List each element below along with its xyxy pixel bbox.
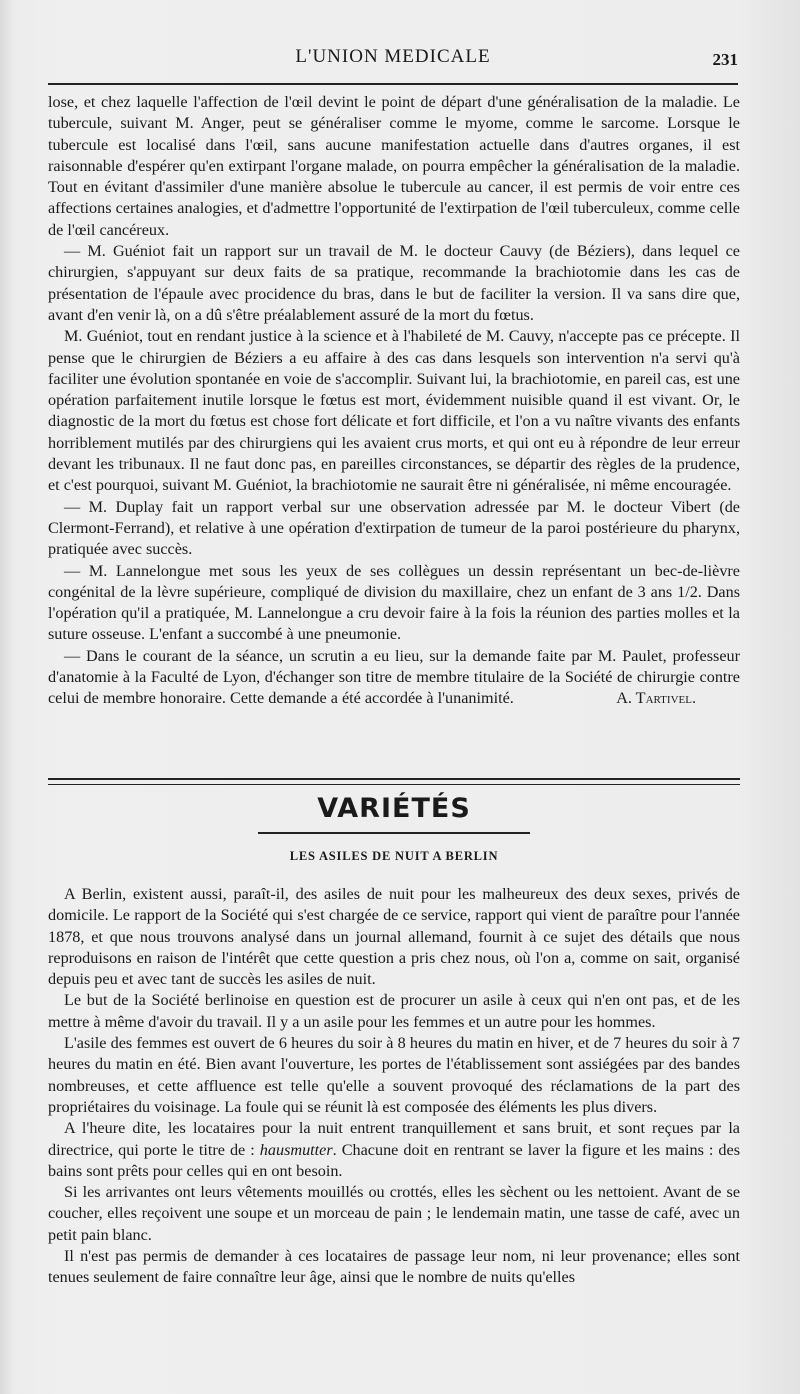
- report-paragraph: M. Guéniot, tout en rendant justice à la science et à l'habileté de M. Cauvy, n'accepte pas ce précepte. Il pense que le chirurgien de Béziers a eu affaire à des cas dans lesquels son intervention n'a servi qu'à faciliter une évolution spontanée en voie de s'accomplir. Suivant lui, la brachiotomie, en pareil cas, est une opération parfaitement inutile lorsque le fœtus est mort, évidemment nuisible quand il est vivant. Or, le diagnostic de la mort du fœtus est chose fort délicate et fort difficile, et l'on a vu naître vivants des enfants horriblement mutilés par des chirurgiens qui les avaient crus morts, et qui ont eu à répondre de leur erreur devant les tribunaux. Il ne faut donc pas, en pareilles circonstances, se départir des règles de la prudence, et c'est pourquoi, suivant M. Guéniot, la brachiotomie ne saurait être ni généralisée, ni même encouragée.: [48, 327, 740, 495]
- report-paragraph: — M. Lannelongue met sous les yeux de ses collègues un dessin représentant un bec-de-lièvre congénital de la lèvre supérieure, compliqué de division du maxillaire, chez un enfant de 3 ans 1/2. Dans l'opération qu'il a pratiquée, M. Lannelongue a cru devoir faire à la fois la réunion des parties molles et la suture osseuse. L'enfant a succombé à une pneumonie.: [48, 561, 740, 644]
- page-number: 231: [712, 50, 738, 69]
- italic-term: hausmutter: [259, 1140, 333, 1159]
- header-rule: [48, 83, 738, 85]
- section-title-underline: [258, 832, 530, 834]
- article-text: A l'heure dite, les locataires pour la nuit entrent tranquillement et sans bruit, et sont reçues par la directrice, qui porte le titre de :: [48, 1119, 740, 1159]
- author-signature: A. Tartivel.: [616, 689, 696, 708]
- section-title: VARIÉTÉS: [317, 793, 471, 824]
- article-paragraph: Il n'est pas permis de demander à ces locataires de passage leur nom, ni leur provenance; elles sont tenues seulement de faire connaître leur âge, ainsi que le nombre de nuits qu'elles: [48, 1247, 740, 1287]
- page-header: [48, 44, 738, 80]
- running-title: L'UNION MEDICALE: [295, 46, 491, 67]
- article-body: [48, 884, 740, 1289]
- report-paragraph-last: [48, 646, 740, 710]
- article-title: LES ASILES DE NUIT A BERLIN: [289, 849, 499, 863]
- article-paragraph-with-italic: [48, 1118, 740, 1182]
- section-separator: [48, 778, 740, 785]
- report-paragraph: lose, et chez laquelle l'affection de l'œil devint le point de départ d'une généralisation de la maladie. Le tubercule, suivant M. Anger, peut se généraliser comme le myome, comme le sarcome. Lorsque le tubercule est localisé dans l'œil, sans aucune manifestation actuelle dans d'autres organes, il est raisonnable d'espérer qu'en extirpant l'organe malade, on pourra empêcher la généralisation de la maladie. Tout en évitant d'assimiler d'une manière absolue le tubercule au cancer, il est permis de voir entre ces affections certaines analogies, et d'admettre l'opportunité de l'extirpation de l'œil tuberculeux, comme celle de l'œil cancéreux.: [48, 93, 740, 239]
- article-text: . Chacune doit en rentrant se laver la figure et les mains : des bains sont prêts pour celles qui en ont besoin.: [48, 1140, 740, 1180]
- article-paragraph: Le but de la Société berlinoise en question est de procurer un asile à ceux qui n'en ont pas, et de les mettre à même d'avoir du travail. Il y a un asile pour les femmes et un autre pour les hommes.: [48, 991, 740, 1031]
- report-paragraph: — M. Duplay fait un rapport verbal sur une observation adressée par M. le docteur Vibert (de Clermont-Ferrand), et relative à une opération d'extirpation de tumeur de la paroi postérieure du pharynx, pratiquée avec succès.: [48, 497, 740, 559]
- report-paragraph: — Dans le courant de la séance, un scrutin a eu lieu, sur la demande faite par M. Paulet, professeur d'anatomie à la Faculté de Lyon, d'échanger son titre de membre titulaire de la Société de chirurgie contre celui de membre honoraire. Cette demande a été accordée à l'unanimité.: [48, 646, 740, 708]
- article-paragraph: A Berlin, existent aussi, paraît-il, des asiles de nuit pour les malheureux des deux sexes, privés de domicile. Le rapport de la Société qui s'est chargée de ce service, rapport qui vient de paraître pour l'année 1878, et que nous trouvons analysé dans un journal allemand, fournit à ce sujet des détails que nous reproduisons en raison de l'intérêt que cette question a pris chez nous, où l'on a, comme on sait, organisé depuis peu et avec tant de succès les asiles de nuit.: [48, 885, 740, 989]
- report-paragraph: — M. Guéniot fait un rapport sur un travail de M. le docteur Cauvy (de Béziers), dans lequel ce chirurgien, s'appuyant sur deux faits de sa pratique, recommande la brachiotomie dans les cas de présentation de l'épaule avec procidence du bras, dans le but de faciliter la version. Il va sans dire que, avant d'en venir là, on a dû s'être préalablement assuré de la mort du fœtus.: [48, 242, 740, 324]
- report-body: [48, 92, 740, 710]
- article-paragraph: L'asile des femmes est ouvert de 6 heures du soir à 8 heures du matin en hiver, et de 7 heures du soir à 7 heures du matin en été. Bien avant l'ouverture, les portes de l'établissement sont assiégées par des bandes nombreuses, et cette affluence est telle qu'elle a souvent provoqué des réclamations de la part des propriétaires du voisinage. La foule qui se réunit là est composée des éléments les plus divers.: [48, 1034, 740, 1116]
- article-paragraph: Si les arrivantes ont leurs vêtements mouillés ou crottés, elles les sèchent ou les nettoient. Avant de se coucher, elles reçoivent une soupe et un morceau de pain ; le lendemain matin, une tasse de café, avec un petit pain blanc.: [48, 1183, 740, 1244]
